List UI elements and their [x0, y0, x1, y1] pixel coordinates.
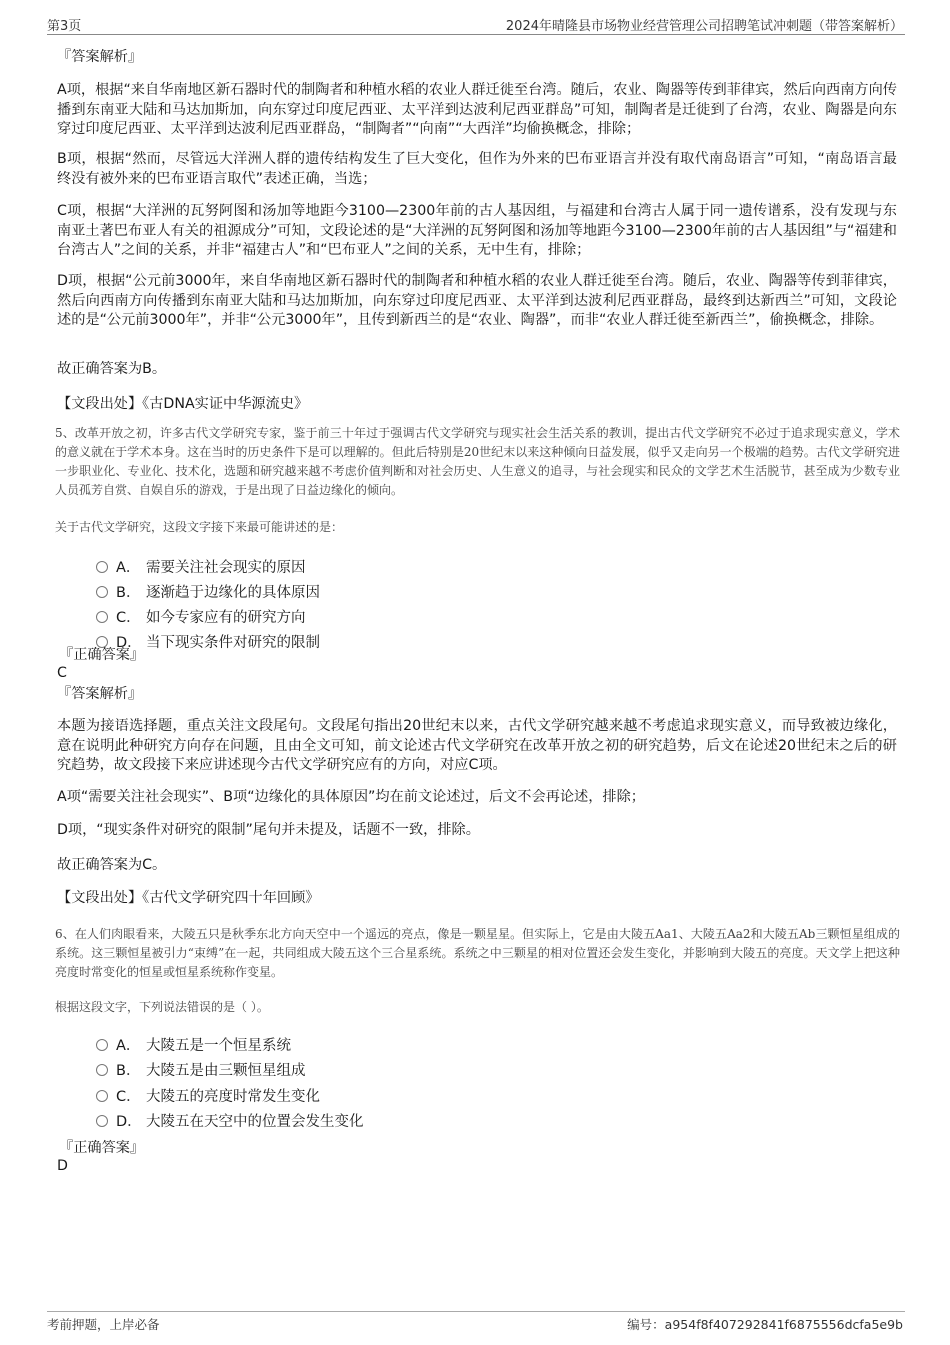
q6-option-c[interactable]: C． 大陵五的亮度时常发生变化 [96, 1085, 320, 1107]
q6-option-a[interactable]: A． 大陵五是一个恒星系统 [96, 1034, 291, 1056]
q4-analysis-d: D项，根据“公元前3000年，来自华南地区新石器时代的制陶者和种植水稻的农业人群迁徙至台湾。随后，农业、陶器等传到菲律宾，然后向西南方向传播到东南亚大陆和马达加斯加，向东穿过印度尼西亚、太平洋到达波利尼西亚群岛，最终到达新西兰”可知，文段论述的是“公元前3000年”，并非“公元3000年”，且传到新西兰的是“农业、陶器”，而非“农业人群迁徙至新西兰”，偷换概念，排除。 [57, 273, 897, 328]
q4-analysis-a: A项，根据“来自华南地区新石器时代的制陶者和种植水稻的农业人群迁徙至台湾。随后，农业、陶器等传到菲律宾，然后向西南方向传播到东南亚大陆和马达加斯加，向东穿过印度尼西亚、太平洋到达波利尼西亚群岛”可知，制陶者是迁徙到了台湾，农业、陶器是向东穿过印度尼西亚、太平洋到达波利尼西亚群岛，“制陶者”“向南”“大西洋”均偷换概念，排除； [57, 82, 897, 137]
q5-passage: 5、改革开放之初，许多古代文学研究专家，鉴于前三十年过于强调古代文学研究与现实社会生活关系的教训，提出古代文学研究不必过于追求现实意义，学术的意义就在于学术本身。这在当时的历史条件下是可以理解的。但此后特别是20世纪末以来这种倾向日益发展，似乎又走向另一个极端的趋势。古代文学研究进一步职业化、专业化、技术化，选题和研究越来越不考虑价值判断和对社会历史、人生意义的追寻，与社会现实和民众的文学艺术生活脱节，甚至成为少数专业人员孤芳自赏、自娱自乐的游戏，于是出现了日益边缘化的倾向。 [55, 426, 900, 497]
q4-analysis-b: B项，根据“然而，尽管远大洋洲人群的遗传结构发生了巨大变化，但作为外来的巴布亚语言并没有取代南岛语言”可知，“南岛语言最终没有被外来的巴布亚语言取代”表述正确，当选； [57, 151, 897, 187]
q6-option-b[interactable]: B． 大陵五是由三颗恒星组成 [96, 1059, 306, 1081]
q5-analysis-main: 本题为接语选择题，重点关注文段尾句。文段尾句指出20世纪末以来，古代文学研究越来越不考虑追求现实意义，而导致被边缘化，意在说明此种研究方向存在问题，且由全文可知，前文论述古代文学研究在改革开放之初的研究趋势，后文在论述20世纪末之后的研究趋势，故文段接下来应讲述现今古代文学研究应有的方向，对应C项。 [57, 718, 897, 773]
footer-slogan: 考前押题，上岸必备 [47, 1317, 160, 1332]
q5-analysis-ab: A项“需要关注社会现实”、B项“边缘化的具体原因”均在前文论述过，后文不会再论述，排除； [57, 789, 645, 805]
radio-icon[interactable] [96, 1064, 108, 1076]
q6-answer-heading: 『正确答案』 [59, 1140, 145, 1156]
document-title: 2024年晴隆县市场物业经营管理公司招聘笔试冲刺题（带答案解析） [505, 19, 903, 34]
radio-icon[interactable] [96, 611, 108, 623]
q5-option-b[interactable]: B． 逐渐趋于边缘化的具体原因 [96, 581, 320, 603]
radio-icon[interactable] [96, 561, 108, 573]
q5-source: 【文段出处】《古代文学研究四十年回顾》 [57, 890, 320, 906]
page-header [47, 12, 905, 35]
q5-analysis-d: D项，“现实条件对研究的限制”尾句并未提及，话题不一致，排除。 [57, 822, 480, 838]
q6-answer: D [57, 1158, 68, 1174]
q6-option-d[interactable]: D． 大陵五在天空中的位置会发生变化 [96, 1110, 364, 1132]
q6-question: 根据这段文字，下列说法错误的是（ ）。 [55, 1000, 269, 1014]
footer-code: 编号：a954f8f407292841f6875556dcfa5e9b [627, 1317, 903, 1332]
q6-passage: 6、在人们肉眼看来，大陵五只是秋季东北方向天空中一个遥远的亮点，像是一颗星星。但实际上，它是由大陵五Aa1、大陵五Aa2和大陵五Ab三颗恒星组成的系统。这三颗恒星被引力“束缚”在一起，共同组成大陵五这个三合星系统。系统之中三颗星的相对位置还会发生变化，并影响到大陵五的亮度。天文学上把这种亮度时常变化的恒星或恒星系统称作变星。 [55, 927, 900, 979]
q4-source: 【文段出处】《古DNA实证中华源流史》 [57, 396, 309, 412]
q4-analysis-c: C项，根据“大洋洲的瓦努阿图和汤加等地距今3100—2300年前的古人基因组，与福建和台湾古人属于同一遗传谱系，没有发现与东南亚土著巴布亚人有关的祖源成分”可知，文段论述的是“大洋洲的瓦努阿图和汤加等地距今3100—2300年前的古人基因组”与“福建和台湾古人”之间的关系，并非“福建古人”和“巴布亚人”之间的关系，无中生有，排除； [57, 203, 897, 258]
q4-analysis-heading: 『答案解析』 [57, 49, 143, 65]
q5-conclusion: 故正确答案为C。 [57, 857, 167, 873]
radio-icon[interactable] [96, 1115, 108, 1127]
q5-option-a[interactable]: A． 需要关注社会现实的原因 [96, 556, 306, 578]
q5-answer-heading: 『正确答案』 [59, 647, 145, 663]
radio-icon[interactable] [96, 1090, 108, 1102]
q5-answer: C [57, 665, 67, 681]
q5-analysis-heading: 『答案解析』 [57, 686, 143, 702]
page-number: 第3页 [47, 19, 82, 34]
q4-conclusion: 故正确答案为B。 [57, 361, 167, 377]
q5-option-c[interactable]: C． 如今专家应有的研究方向 [96, 606, 306, 628]
radio-icon[interactable] [96, 1039, 108, 1051]
radio-icon[interactable] [96, 586, 108, 598]
q5-question: 关于古代文学研究，这段文字接下来最可能讲述的是： [55, 520, 344, 534]
page-footer [47, 1311, 905, 1334]
q5-option-d[interactable]: D． 当下现实条件对研究的限制 [96, 631, 320, 653]
